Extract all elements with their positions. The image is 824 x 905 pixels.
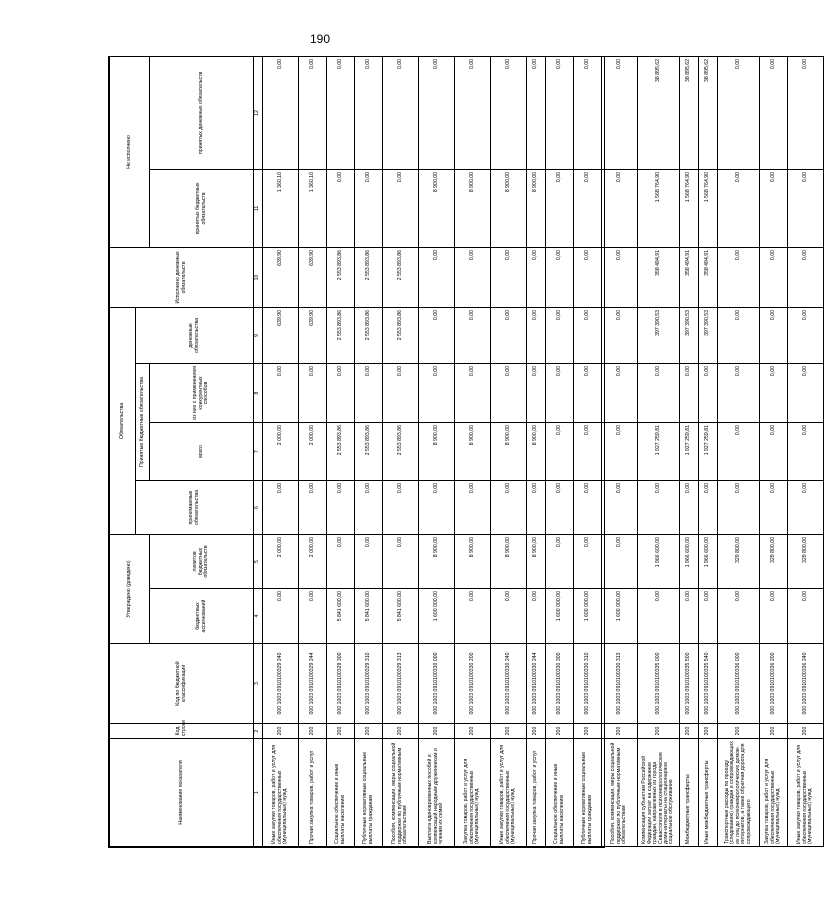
cell-c4: 1 600 000,00 [546,589,574,644]
cell-c8: 0,00 [327,364,355,423]
cell-c12: 0,00 [602,56,638,169]
cell-c4: 0,00 [699,589,718,644]
cell-c6: 0,00 [788,481,824,535]
cell-c9: 0,00 [546,307,574,363]
cell-c9: 397 390,53 [638,307,680,363]
cell-c7: 0,00 [788,423,824,481]
cell-c8: 0,00 [546,364,574,423]
cell-c10: 0,00 [455,247,491,307]
column-number-6: 6 [254,481,263,535]
cell-c11: 0,00 [788,169,824,247]
column-number-8: 8 [254,364,263,423]
table-row [419,56,455,846]
cell-c8: 0,00 [718,364,760,423]
cell-c6: 0,00 [546,481,574,535]
cell-code: 200 [419,724,455,739]
cell-c4: 5 841 600,00 [355,589,383,644]
cell-c7: 2 553 893,86 [355,423,383,481]
cell-code: 200 [718,724,760,739]
cell-c5: 329 800,00 [718,535,760,589]
cell-c4: 0,00 [299,589,327,644]
cell-c8: 0,00 [491,364,527,423]
cell-kbk: 000 1003 0910100336 000 [718,644,760,724]
cell-code: 200 [638,724,680,739]
cell-name: Социальное обеспечение и иные выплаты населению [327,739,355,847]
header-monetary-obligations: денежные обязательства [136,307,254,363]
table-row [602,56,638,846]
cell-c6: 0,00 [638,481,680,535]
cell-c10: 2 553 893,86 [355,247,383,307]
cell-c10: 0,00 [760,247,788,307]
cell-c9: 0,00 [455,307,491,363]
header-obligations: Обязательства [110,307,136,534]
table-row [263,56,299,846]
cell-c12: 0,00 [355,56,383,169]
column-number-row [254,56,263,846]
cell-c11: 1 568 764,90 [680,169,699,247]
cell-c7: 0,00 [760,423,788,481]
cell-c5: 329 800,00 [788,535,824,589]
cell-c4: 0,00 [638,589,680,644]
cell-c12: 0,00 [455,56,491,169]
cell-c11: 1 568 764,90 [699,169,718,247]
cell-c11: 8 900,00 [527,169,546,247]
table-row [638,56,680,846]
cell-c12: 0,00 [327,56,355,169]
cell-c5: 0,00 [383,535,419,589]
cell-kbk: 000 1003 0910100335 500 [680,644,699,724]
cell-name: Иные межбюджетные трансферты [699,739,718,847]
cell-c10: 0,00 [491,247,527,307]
table-row [680,56,699,846]
cell-c11: 0,00 [574,169,602,247]
cell-c12: 38 895,62 [680,56,699,169]
header-not-exec-budget: принятых бюджетных обязательств [150,169,254,247]
cell-c8: 0,00 [527,364,546,423]
cell-c8: 0,00 [299,364,327,423]
cell-c10: 358 494,91 [699,247,718,307]
header-budget-limits: лимитов бюджетных обязательств [150,535,254,589]
cell-c9: 639,90 [299,307,327,363]
cell-c11: 0,00 [327,169,355,247]
table-row [527,56,546,846]
column-number-12: 12 [254,56,263,169]
cell-c7: 0,00 [718,423,760,481]
cell-c5: 329 800,00 [760,535,788,589]
cell-c5: 1 966 600,00 [699,535,718,589]
cell-c11: 0,00 [602,169,638,247]
cell-kbk: 000 1003 0910100330 000 [419,644,455,724]
cell-c11: 0,00 [383,169,419,247]
table-row [788,56,824,846]
header-accepted-budget-obligations: Принятые бюджетные обязательства [136,364,150,481]
cell-c4: 0,00 [680,589,699,644]
cell-kbk: 000 1003 0910100335 540 [699,644,718,724]
table-row [699,56,718,846]
cell-c9: 0,00 [574,307,602,363]
cell-c7: 8 900,00 [491,423,527,481]
cell-c5: 8 900,00 [491,535,527,589]
rotated-table-container [109,57,814,847]
cell-c5: 0,00 [327,535,355,589]
cell-code: 200 [699,724,718,739]
cell-c5: 1 966 600,00 [638,535,680,589]
cell-c12: 0,00 [760,56,788,169]
cell-code: 200 [327,724,355,739]
header-competitive: из них с применением конкурентных способов [150,364,254,423]
cell-c7: 0,00 [546,423,574,481]
cell-code: 200 [299,724,327,739]
cell-c9: 0,00 [602,307,638,363]
cell-c9: 0,00 [491,307,527,363]
cell-name: Публичные нормативные социальные выплаты гражданам [355,739,383,847]
execution-report-table [109,56,824,847]
cell-code: 200 [491,724,527,739]
cell-name: Пособия, компенсации, меры социальной поддержки по публичным нормативным обязательствам [383,739,419,847]
report-table-frame [108,56,814,848]
cell-c7: 8 900,00 [527,423,546,481]
cell-c11: 8 900,00 [455,169,491,247]
cell-c5: 8 900,00 [455,535,491,589]
cell-c7: 1 927 259,81 [680,423,699,481]
cell-code: 200 [574,724,602,739]
cell-c6: 0,00 [574,481,602,535]
cell-kbk: 000 1003 0910100330 300 [546,644,574,724]
header-name: Наименование показателя [110,739,254,847]
table-row [546,56,574,846]
cell-c11: 1 360,10 [299,169,327,247]
cell-c8: 0,00 [263,364,299,423]
cell-c4: 5 841 600,00 [327,589,355,644]
cell-name: Прочая закупка товаров, работ и услуг [527,739,546,847]
cell-kbk: 000 1003 0910100330 244 [527,644,546,724]
cell-name: Транспортные расходы по проезду (следованию) граждан и сопровождающих их лиц до психоневрологических домов-интернатов, а также обратная дорога для сопровождающего [718,739,760,847]
cell-c9: 0,00 [718,307,760,363]
cell-c4: 1 600 000,00 [574,589,602,644]
cell-c10: 2 553 893,86 [327,247,355,307]
cell-kbk: 000 1003 0910100329 240 [263,644,299,724]
cell-c12: 0,00 [546,56,574,169]
cell-c4: 0,00 [760,589,788,644]
column-number-7: 7 [254,423,263,481]
cell-c12: 0,00 [574,56,602,169]
cell-c6: 0,00 [699,481,718,535]
cell-c4: 0,00 [718,589,760,644]
cell-name: Пособия, компенсации, меры социальной поддержки по публичным нормативным обязательствам [602,739,638,847]
cell-c6: 0,00 [383,481,419,535]
cell-c9: 2 553 893,86 [355,307,383,363]
cell-c4: 0,00 [455,589,491,644]
cell-c7: 2 000,00 [263,423,299,481]
cell-c6: 0,00 [760,481,788,535]
cell-c7: 1 927 259,81 [638,423,680,481]
cell-name: Выплата единовременных пособий и компенсаций народным дружинникам и членам их семей [419,739,455,847]
cell-c4: 1 600 000,00 [419,589,455,644]
table-row [574,56,602,846]
header-budget-allocations: бюджетных ассигнований [150,589,254,644]
cell-c10: 0,00 [527,247,546,307]
cell-kbk: 000 1003 0910100330 313 [602,644,638,724]
header-not-executed: Не исполнено [110,56,150,247]
cell-kbk: 000 1003 0910100330 310 [574,644,602,724]
cell-c5: 0,00 [355,535,383,589]
cell-c9: 2 553 893,86 [383,307,419,363]
cell-c6: 0,00 [455,481,491,535]
cell-c7: 2 553 893,86 [327,423,355,481]
cell-c8: 0,00 [788,364,824,423]
cell-code: 200 [546,724,574,739]
cell-c10: 2 553 893,86 [383,247,419,307]
table-row [491,56,527,846]
cell-c5: 8 900,00 [419,535,455,589]
column-number-10: 10 [254,247,263,307]
table-row [455,56,491,846]
cell-code: 200 [355,724,383,739]
cell-c5: 1 966 600,00 [680,535,699,589]
cell-c7: 1 927 259,81 [699,423,718,481]
cell-c11: 0,00 [718,169,760,247]
cell-c6: 0,00 [327,481,355,535]
table-row [299,56,327,846]
cell-c8: 0,00 [680,364,699,423]
column-number-4: 4 [254,589,263,644]
cell-code: 200 [680,724,699,739]
cell-c8: 0,00 [574,364,602,423]
column-number-3: 3 [254,644,263,724]
cell-kbk: 000 1003 0910100335 000 [638,644,680,724]
cell-c12: 0,00 [383,56,419,169]
header-line-code: Код строки [110,724,254,739]
cell-kbk: 000 1003 0910100336 240 [788,644,824,724]
cell-c8: 0,00 [699,364,718,423]
cell-kbk: 000 1003 0910100336 200 [760,644,788,724]
cell-c7: 8 900,00 [455,423,491,481]
cell-c5: 0,00 [546,535,574,589]
cell-name: Прочая закупка товаров, работ и услуг [299,739,327,847]
cell-c4: 5 841 600,00 [383,589,419,644]
header-total: всего [150,423,254,481]
cell-name: Закупка товаров, работ и услуг для обеспечения государственных (муниципальных) нужд [455,739,491,847]
cell-c5: 0,00 [602,535,638,589]
cell-code: 200 [383,724,419,739]
cell-c12: 0,00 [718,56,760,169]
cell-c10: 0,00 [546,247,574,307]
cell-c10: 0,00 [419,247,455,307]
cell-c7: 0,00 [574,423,602,481]
cell-c8: 0,00 [602,364,638,423]
table-row [383,56,419,846]
cell-c6: 0,00 [718,481,760,535]
cell-name: Межбюджетные трансферты [680,739,699,847]
cell-c11: 1 568 764,90 [638,169,680,247]
column-number-1: 1 [254,739,263,847]
cell-kbk: 000 1003 0910100329 313 [383,644,419,724]
header-approved: Утверждено (доведено) [110,535,150,644]
cell-c10: 639,90 [299,247,327,307]
column-number-9: 9 [254,307,263,363]
cell-c5: 8 900,00 [527,535,546,589]
cell-name: Социальное обеспечение и иные выплаты населению [546,739,574,847]
cell-c5: 0,00 [574,535,602,589]
cell-c7: 2 553 893,86 [383,423,419,481]
cell-c6: 0,00 [680,481,699,535]
cell-c11: 0,00 [546,169,574,247]
cell-c4: 0,00 [788,589,824,644]
cell-code: 200 [527,724,546,739]
cell-c8: 0,00 [455,364,491,423]
cell-c11: 8 900,00 [491,169,527,247]
page-number: 190 [309,32,331,46]
cell-c9: 397 390,53 [699,307,718,363]
cell-c7: 8 900,00 [419,423,455,481]
cell-code: 200 [263,724,299,739]
header-executed: Исполнено денежных обязательств [110,247,254,307]
cell-c5: 2 000,00 [299,535,327,589]
column-number-11: 11 [254,169,263,247]
cell-c4: 0,00 [527,589,546,644]
cell-c6: 0,00 [527,481,546,535]
cell-c9: 0,00 [527,307,546,363]
cell-c8: 0,00 [638,364,680,423]
cell-c9: 0,00 [419,307,455,363]
table-row [718,56,760,846]
cell-name: Иные закупки товаров, работ и услуг для обеспечения государственных (муниципальных) нужд [788,739,824,847]
cell-c4: 1 600 000,00 [602,589,638,644]
cell-c8: 0,00 [419,364,455,423]
table-left-edge-tick [109,57,110,63]
cell-c11: 1 360,10 [263,169,299,247]
cell-name: Иные закупки товаров, работ и услуг для обеспечения государственных (муниципальных) нужд [491,739,527,847]
cell-c6: 0,00 [491,481,527,535]
column-number-2: 2 [254,724,263,739]
cell-c12: 0,00 [299,56,327,169]
cell-code: 200 [602,724,638,739]
report-table-body [263,56,824,846]
cell-c9: 639,90 [263,307,299,363]
cell-c9: 0,00 [788,307,824,363]
cell-c7: 0,00 [602,423,638,481]
cell-c8: 0,00 [355,364,383,423]
cell-c10: 358 494,91 [680,247,699,307]
cell-c6: 0,00 [419,481,455,535]
cell-c5: 2 000,00 [263,535,299,589]
column-number-5: 5 [254,535,263,589]
cell-c8: 0,00 [760,364,788,423]
cell-c11: 0,00 [355,169,383,247]
cell-c9: 2 553 893,86 [327,307,355,363]
table-row [355,56,383,846]
cell-c10: 639,90 [263,247,299,307]
cell-c4: 0,00 [491,589,527,644]
cell-name: Закупка товаров, работ и услуг для обеспечения государственных (муниципальных) нужд [760,739,788,847]
cell-c11: 8 900,00 [419,169,455,247]
cell-c7: 2 000,00 [299,423,327,481]
header-not-exec-monetary: принятых денежных обязательств [150,56,254,169]
cell-c6: 0,00 [602,481,638,535]
cell-c9: 0,00 [760,307,788,363]
cell-c10: 0,00 [602,247,638,307]
cell-kbk: 000 1003 0910100330 200 [455,644,491,724]
header-accepted-obligations: принимаемые обязательства [136,481,254,535]
cell-c10: 358 494,91 [638,247,680,307]
cell-kbk: 000 1003 0910100329 244 [299,644,327,724]
cell-kbk: 000 1003 0910100329 310 [355,644,383,724]
cell-c12: 0,00 [419,56,455,169]
cell-kbk: 000 1003 0910100329 300 [327,644,355,724]
cell-c8: 0,00 [383,364,419,423]
cell-c4: 0,00 [263,589,299,644]
table-row [327,56,355,846]
cell-c10: 0,00 [718,247,760,307]
cell-code: 200 [760,724,788,739]
cell-c12: 0,00 [788,56,824,169]
cell-name: Иные закупки товаров, работ и услуг для обеспечения государственных (муниципальных) нужд [263,739,299,847]
cell-c10: 0,00 [788,247,824,307]
header-budget-code: Код по бюджетной классификации [110,644,254,724]
cell-code: 200 [455,724,491,739]
cell-code: 200 [788,724,824,739]
cell-c12: 0,00 [491,56,527,169]
cell-c9: 397 390,53 [680,307,699,363]
cell-c6: 0,00 [355,481,383,535]
cell-c12: 0,00 [263,56,299,169]
cell-c10: 0,00 [574,247,602,307]
cell-c11: 0,00 [760,169,788,247]
cell-c6: 0,00 [263,481,299,535]
cell-c6: 0,00 [299,481,327,535]
table-row [760,56,788,846]
cell-name: Публичные нормативные социальные выплаты гражданам [574,739,602,847]
cell-name: Компенсация субъектам Российской Федерации затрат на содержание граждан, направленных из города Севастополя в психоневрологические дома-интернаты на стационарное социальное обслуживание [638,739,680,847]
cell-c12: 38 895,62 [638,56,680,169]
cell-kbk: 000 1003 0910100330 240 [491,644,527,724]
cell-c12: 0,00 [527,56,546,169]
cell-c12: 38 895,62 [699,56,718,169]
